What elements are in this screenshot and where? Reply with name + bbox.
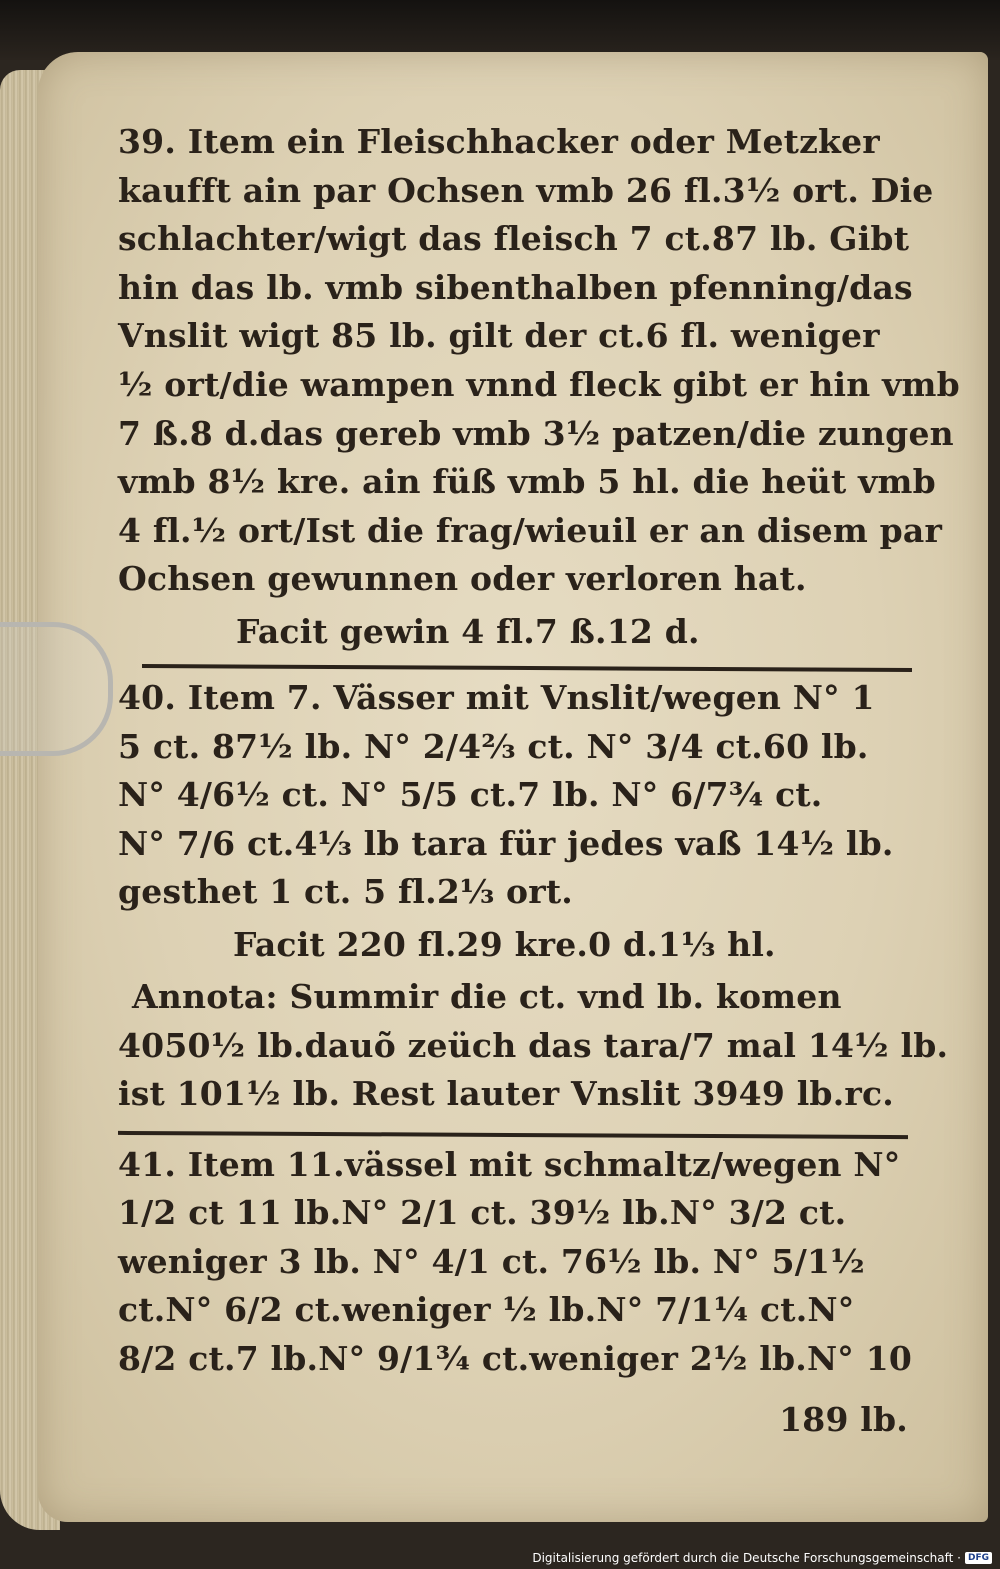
text-line: 1/2 ct 11 lb.N° 2/1 ct. 39½ lb.N° 3/2 ct. bbox=[118, 1193, 847, 1233]
annota-line: 4050½ lb.dauõ zeüch das tara/7 mal 14½ lb. bbox=[118, 1025, 949, 1065]
text-line: 4 fl.½ ort/Ist die frag/wieuil er an disem par bbox=[118, 510, 943, 550]
text-line: hin das lb. vmb sibenthalben pfenning/das bbox=[118, 267, 913, 307]
text-line: 40. Item 7. Vässer mit Vnslit/wegen N° 1 bbox=[118, 677, 875, 717]
section-41 bbox=[118, 1141, 918, 1448]
dfg-logo: DFG bbox=[965, 1552, 992, 1564]
text-line: 41. Item 11.vässel mit schmaltz/wegen N° bbox=[118, 1144, 901, 1184]
text-line: weniger 3 lb. N° 4/1 ct. 76½ lb. N° 5/1½ bbox=[118, 1241, 865, 1281]
text-line: Vnslit wigt 85 lb. gilt der ct.6 fl. weniger bbox=[118, 316, 880, 356]
text-line: N° 7/6 ct.4⅓ lb tara für jedes vaß 14½ lb. bbox=[118, 823, 894, 863]
text-line: N° 4/6½ ct. N° 5/5 ct.7 lb. N° 6/7¾ ct. bbox=[118, 775, 823, 815]
annota-line: ist 101½ lb. Rest lauter Vnslit 3949 lb.rc. bbox=[118, 1074, 894, 1114]
text-line: kaufft ain par Ochsen vmb 26 fl.3½ ort. Die bbox=[118, 170, 934, 210]
background-top bbox=[0, 0, 1000, 60]
page-text bbox=[118, 118, 960, 1448]
text-line: 5 ct. 87½ lb. N° 2/4⅔ ct. N° 3/4 ct.60 lb. bbox=[118, 726, 869, 766]
section-40 bbox=[118, 674, 949, 1119]
annota-line: Annota: Summir die ct. vnd lb. komen bbox=[132, 976, 842, 1016]
text-line: ½ ort/die wampen vnnd fleck gibt er hin vmb bbox=[118, 364, 960, 404]
text-line: schlachter/wigt das fleisch 7 ct.87 lb. Gibt bbox=[118, 219, 910, 259]
text-line: 7 ß.8 d.das gereb vmb 3½ patzen/die zungen bbox=[118, 413, 954, 453]
catchword: 189 lb. bbox=[779, 1399, 908, 1439]
facit-39: Facit gewin 4 fl.7 ß.12 d. bbox=[236, 611, 700, 651]
section-39 bbox=[118, 118, 960, 660]
text-line: Ochsen gewunnen oder verloren hat. bbox=[118, 559, 807, 599]
divider bbox=[118, 1131, 908, 1139]
footer bbox=[532, 1551, 992, 1565]
text-line: ct.N° 6/2 ct.weniger ½ lb.N° 7/1¼ ct.N° bbox=[118, 1290, 855, 1330]
text-line: 39. Item ein Fleischhacker oder Metzker bbox=[118, 122, 880, 161]
text-line: vmb 8½ kre. ain füß vmb 5 hl. die heüt vmb bbox=[118, 462, 936, 502]
footer-text: Digitalisierung gefördert durch die Deutsche Forschungsgemeinschaft · bbox=[532, 1551, 961, 1565]
divider bbox=[142, 664, 912, 672]
text-line: gesthet 1 ct. 5 fl.2⅓ ort. bbox=[118, 872, 573, 912]
text-line: 8/2 ct.7 lb.N° 9/1¾ ct.weniger 2½ lb.N° 10 bbox=[118, 1339, 913, 1379]
clasp bbox=[0, 622, 113, 756]
facit-40: Facit 220 fl.29 kre.0 d.1⅓ hl. bbox=[233, 924, 776, 964]
